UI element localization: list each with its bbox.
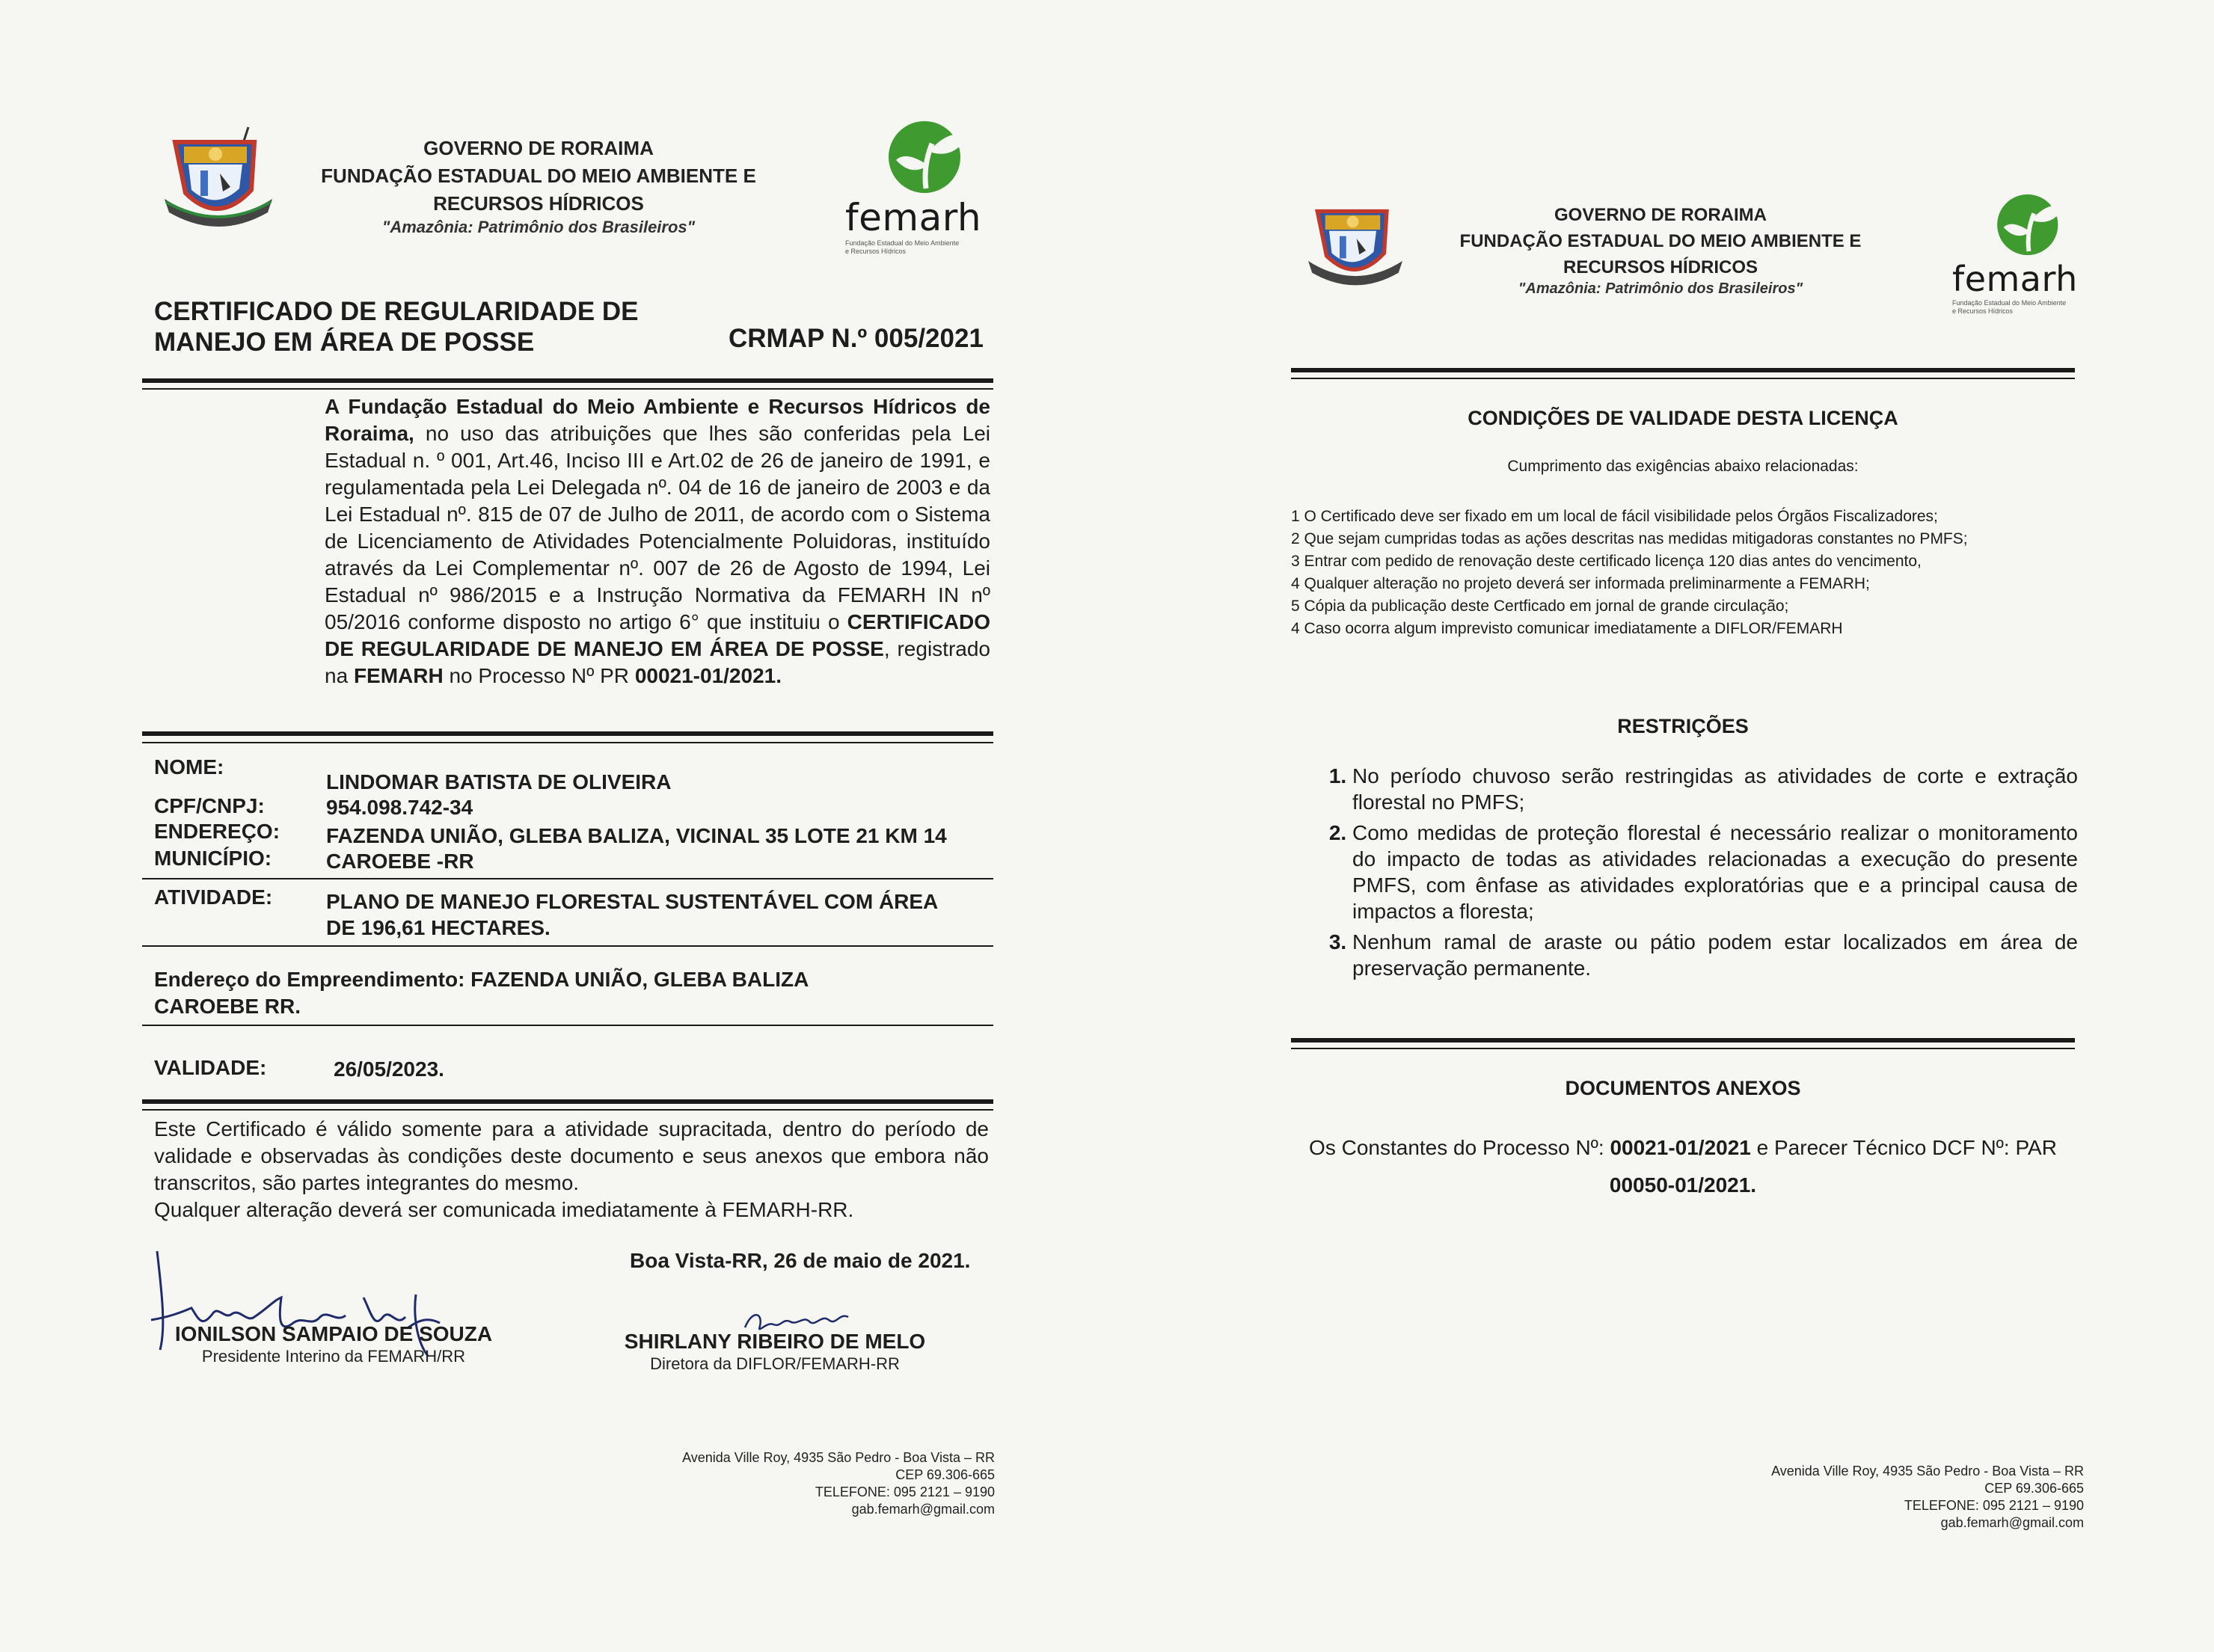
atividade-value <box>326 888 992 941</box>
femarh-wordmark: femarh <box>845 196 982 239</box>
footer-cep: CEP 69.306-665 <box>1984 1481 2084 1496</box>
intro-process-number: 00021-01/2021. <box>634 664 782 687</box>
letterhead <box>1451 202 1870 298</box>
atividade-line-2: DE 196,61 HECTARES. <box>326 916 551 939</box>
signer-2-name: SHIRLANY RIBEIRO DE MELO <box>624 1330 926 1353</box>
condition-item: 2 Que sejam cumpridas todas as ações descritas nas medidas mitigadoras constantes no PMFS; <box>1291 530 1968 547</box>
conditions-list <box>1291 506 2084 640</box>
roraima-crest-icon <box>1303 193 1408 298</box>
certificate-number: CRMAP N.º 005/2021 <box>729 324 984 353</box>
nome-label: NOME: <box>154 755 224 779</box>
signature-block-2 <box>588 1330 962 1375</box>
femarh-leaf-icon <box>880 114 977 196</box>
divider <box>1291 368 2075 372</box>
divider <box>142 1025 993 1026</box>
femarh-logo <box>845 114 1010 256</box>
intro-process-label: no Processo Nº PR <box>443 664 635 687</box>
certificate-title <box>154 296 639 357</box>
restriction-item: 1. No período chuvoso serão restringidas as atividades de corte e extração florestal no PMFS; <box>1352 763 2078 815</box>
condition-item: 5 Cópia da publicação deste Certficado em jornal de grande circulação; <box>1291 598 1789 615</box>
divider <box>142 742 993 743</box>
intro-legal-text: no uso das atribuições que lhes são conferidas pela Lei Estadual n. º 001, Art.46, Inciso III e Art.02 de 26 de janeiro de 1991, e regulamentada pela Lei Delegada nº. 04 de 16 de janeiro de 2003 e da Lei Estadual nº. 815 de 07 de Julho de 2011, de acordo com o Sistema de Licenciamento de Atividades Potencialmente Poluidoras, instituído através da Lei Complementar nº. 007 de 26 de Agosto de 1994, Lei Estadual nº 986/2015 e a Instrução Normativa da FEMARH IN nº 05/2016 conforme disposto no artigo 6° que instituiu o <box>325 422 990 633</box>
nome-value: LINDOMAR BATISTA DE OLIVEIRA <box>326 770 672 793</box>
footer-street: Avenida Ville Roy, 4935 São Pedro - Boa Vista – RR <box>1771 1464 2084 1478</box>
annexes-parecer: 00050-01/2021. <box>1609 1173 1757 1197</box>
header-government: GOVERNO DE RORAIMA <box>1554 205 1767 225</box>
condition-item: 4 Caso ocorra algum imprevisto comunicar imediatamente a DIFLOR/FEMARH <box>1291 620 1843 637</box>
divider <box>1291 1038 2075 1043</box>
conditions-title: CONDIÇÕES DE VALIDADE DESTA LICENÇA <box>1468 407 1898 429</box>
annexes-title: DOCUMENTOS ANEXOS <box>1565 1077 1801 1099</box>
footer-street: Avenida Ville Roy, 4935 São Pedro - Boa Vista – RR <box>682 1450 995 1465</box>
empreendimento-line-2: CAROEBE RR. <box>154 995 301 1018</box>
empreendimento-line-1: Endereço do Empreendimento: FAZENDA UNIÃO, GLEBA BALIZA <box>154 968 809 991</box>
footer-phone: TELEFONE: 095 2121 – 9190 <box>815 1484 995 1499</box>
cpf-value: 954.098.742-34 <box>326 796 473 819</box>
municipio-label: MUNICÍPIO: <box>154 847 272 870</box>
footer-address <box>546 1449 995 1518</box>
divider <box>142 1099 993 1104</box>
divider <box>1291 378 2075 379</box>
restrictions-title: RESTRIÇÕES <box>1617 715 1749 737</box>
header-government: GOVERNO DE RORAIMA <box>423 137 654 159</box>
condition-item: 3 Entrar com pedido de renovação deste certificado licença 120 dias antes do vencimento, <box>1291 553 1922 570</box>
header-foundation: FUNDAÇÃO ESTADUAL DO MEIO AMBIENTE E <box>1459 231 1862 251</box>
notice-text: Este Certificado é válido somente para a atividade supracitada, dentro do período de validade e observadas às condições deste documento e seus anexos que embora não transcritos, são partes integrantes do mesmo. <box>154 1117 989 1194</box>
annexes-text <box>1291 1129 2075 1204</box>
header-foundation-cont: RECURSOS HÍDRICOS <box>433 192 644 215</box>
footer-address <box>1631 1463 2084 1532</box>
footer-email: gab.femarh@gmail.com <box>1940 1515 2084 1530</box>
intro-institution: A Fundação Estadual do Meio Ambiente e Recursos Hídricos de Roraima, <box>325 395 990 445</box>
roraima-crest-icon <box>159 121 278 241</box>
header-motto: "Amazônia: Patrimônio dos Brasileiros" <box>1518 280 1803 297</box>
validade-date: 26/05/2023. <box>334 1057 444 1081</box>
femarh-subtitle-1: Fundação Estadual do Meio Ambiente <box>845 239 960 247</box>
restriction-item: 2. Como medidas de proteção florestal é necessário realizar o monitoramento do impacto de todas as atividades relacionadas a execução do presente PMFS, com ênfase as atividades exploratórias que e a principal causa de impactos a floresta; <box>1352 820 2078 924</box>
header-foundation-cont: RECURSOS HÍDRICOS <box>1563 257 1758 277</box>
divider <box>142 731 993 736</box>
endereco-label: ENDEREÇO: <box>154 820 280 843</box>
empreendimento-address <box>154 966 809 1020</box>
conditions-page <box>1107 0 2214 1652</box>
annexes-pre: Os Constantes do Processo Nº: <box>1309 1136 1610 1159</box>
conditions-subtitle: Cumprimento das exigências abaixo relacionadas: <box>1507 458 1859 475</box>
endereco-value: FAZENDA UNIÃO, GLEBA BALIZA, VICINAL 35 LOTE 21 KM 14 <box>326 824 947 847</box>
intro-registered: , registrado na <box>325 637 990 687</box>
divider <box>142 878 993 879</box>
annexes-process: 00021-01/2021 <box>1610 1136 1751 1159</box>
signer-2-role: Diretora da DIFLOR/FEMARH-RR <box>650 1354 900 1373</box>
footer-cep: CEP 69.306-665 <box>895 1467 995 1482</box>
signature-block-1 <box>132 1322 536 1367</box>
divider <box>142 378 993 383</box>
femarh-leaf-icon <box>1990 187 2072 259</box>
annexes-mid: e Parecer Técnico DCF Nº: PAR <box>1750 1136 2057 1159</box>
restrictions-list <box>1318 763 2078 986</box>
cpf-label: CPF/CNPJ: <box>154 794 265 817</box>
validity-notice <box>154 1116 989 1223</box>
divider <box>142 388 993 390</box>
atividade-label: ATIVIDADE: <box>154 885 273 909</box>
place-date: Boa Vista-RR, 26 de maio de 2021. <box>630 1249 971 1272</box>
condition-item: 1 O Certificado deve ser fixado em um local de fácil visibilidade pelos Órgãos Fiscalizadores; <box>1291 508 1938 525</box>
municipio-value: CAROEBE -RR <box>326 850 474 873</box>
condition-item: 4 Qualquer alteração no projeto deverá ser informada preliminarmente a FEMARH; <box>1291 575 1870 592</box>
divider <box>1291 1048 2075 1049</box>
signer-1-role: Presidente Interino da FEMARH/RR <box>201 1347 466 1366</box>
intro-paragraph <box>325 393 990 690</box>
footer-phone: TELEFONE: 095 2121 – 9190 <box>1904 1498 2084 1513</box>
restriction-item: 3. Nenhum ramal de araste ou pátio podem estar localizados em área de preservação permanente. <box>1352 929 2078 981</box>
letterhead <box>307 135 770 237</box>
atividade-line-1: PLANO DE MANEJO FLORESTAL SUSTENTÁVEL COM ÁREA <box>326 890 939 913</box>
femarh-subtitle-2: e Recursos Hídricos <box>1952 307 2014 315</box>
femarh-logo <box>1952 187 2102 316</box>
divider <box>142 1109 993 1111</box>
validade-label: VALIDADE: <box>154 1056 267 1079</box>
femarh-subtitle-2: e Recursos Hídricos <box>845 248 907 255</box>
femarh-wordmark: femarh <box>1952 259 2078 299</box>
signer-1-name: IONILSON SAMPAIO DE SOUZA <box>174 1322 493 1345</box>
intro-femarh: FEMARH <box>353 664 444 687</box>
divider <box>142 945 993 947</box>
intro-certificate-name: CERTIFICADO DE REGULARIDADE DE MANEJO EM ÁREA DE POSSE <box>325 610 990 660</box>
notice-line-2: Qualquer alteração deverá ser comunicada imediatamente à FEMARH-RR. <box>154 1198 854 1221</box>
footer-email: gab.femarh@gmail.com <box>851 1502 995 1517</box>
femarh-subtitle-1: Fundação Estadual do Meio Ambiente <box>1952 299 2067 307</box>
header-motto: "Amazônia: Patrimônio dos Brasileiros" <box>381 218 696 236</box>
title-line-2: MANEJO EM ÁREA DE POSSE <box>154 328 535 357</box>
header-foundation: FUNDAÇÃO ESTADUAL DO MEIO AMBIENTE E <box>321 165 756 187</box>
title-line-1: CERTIFICADO DE REGULARIDADE DE <box>154 297 639 326</box>
